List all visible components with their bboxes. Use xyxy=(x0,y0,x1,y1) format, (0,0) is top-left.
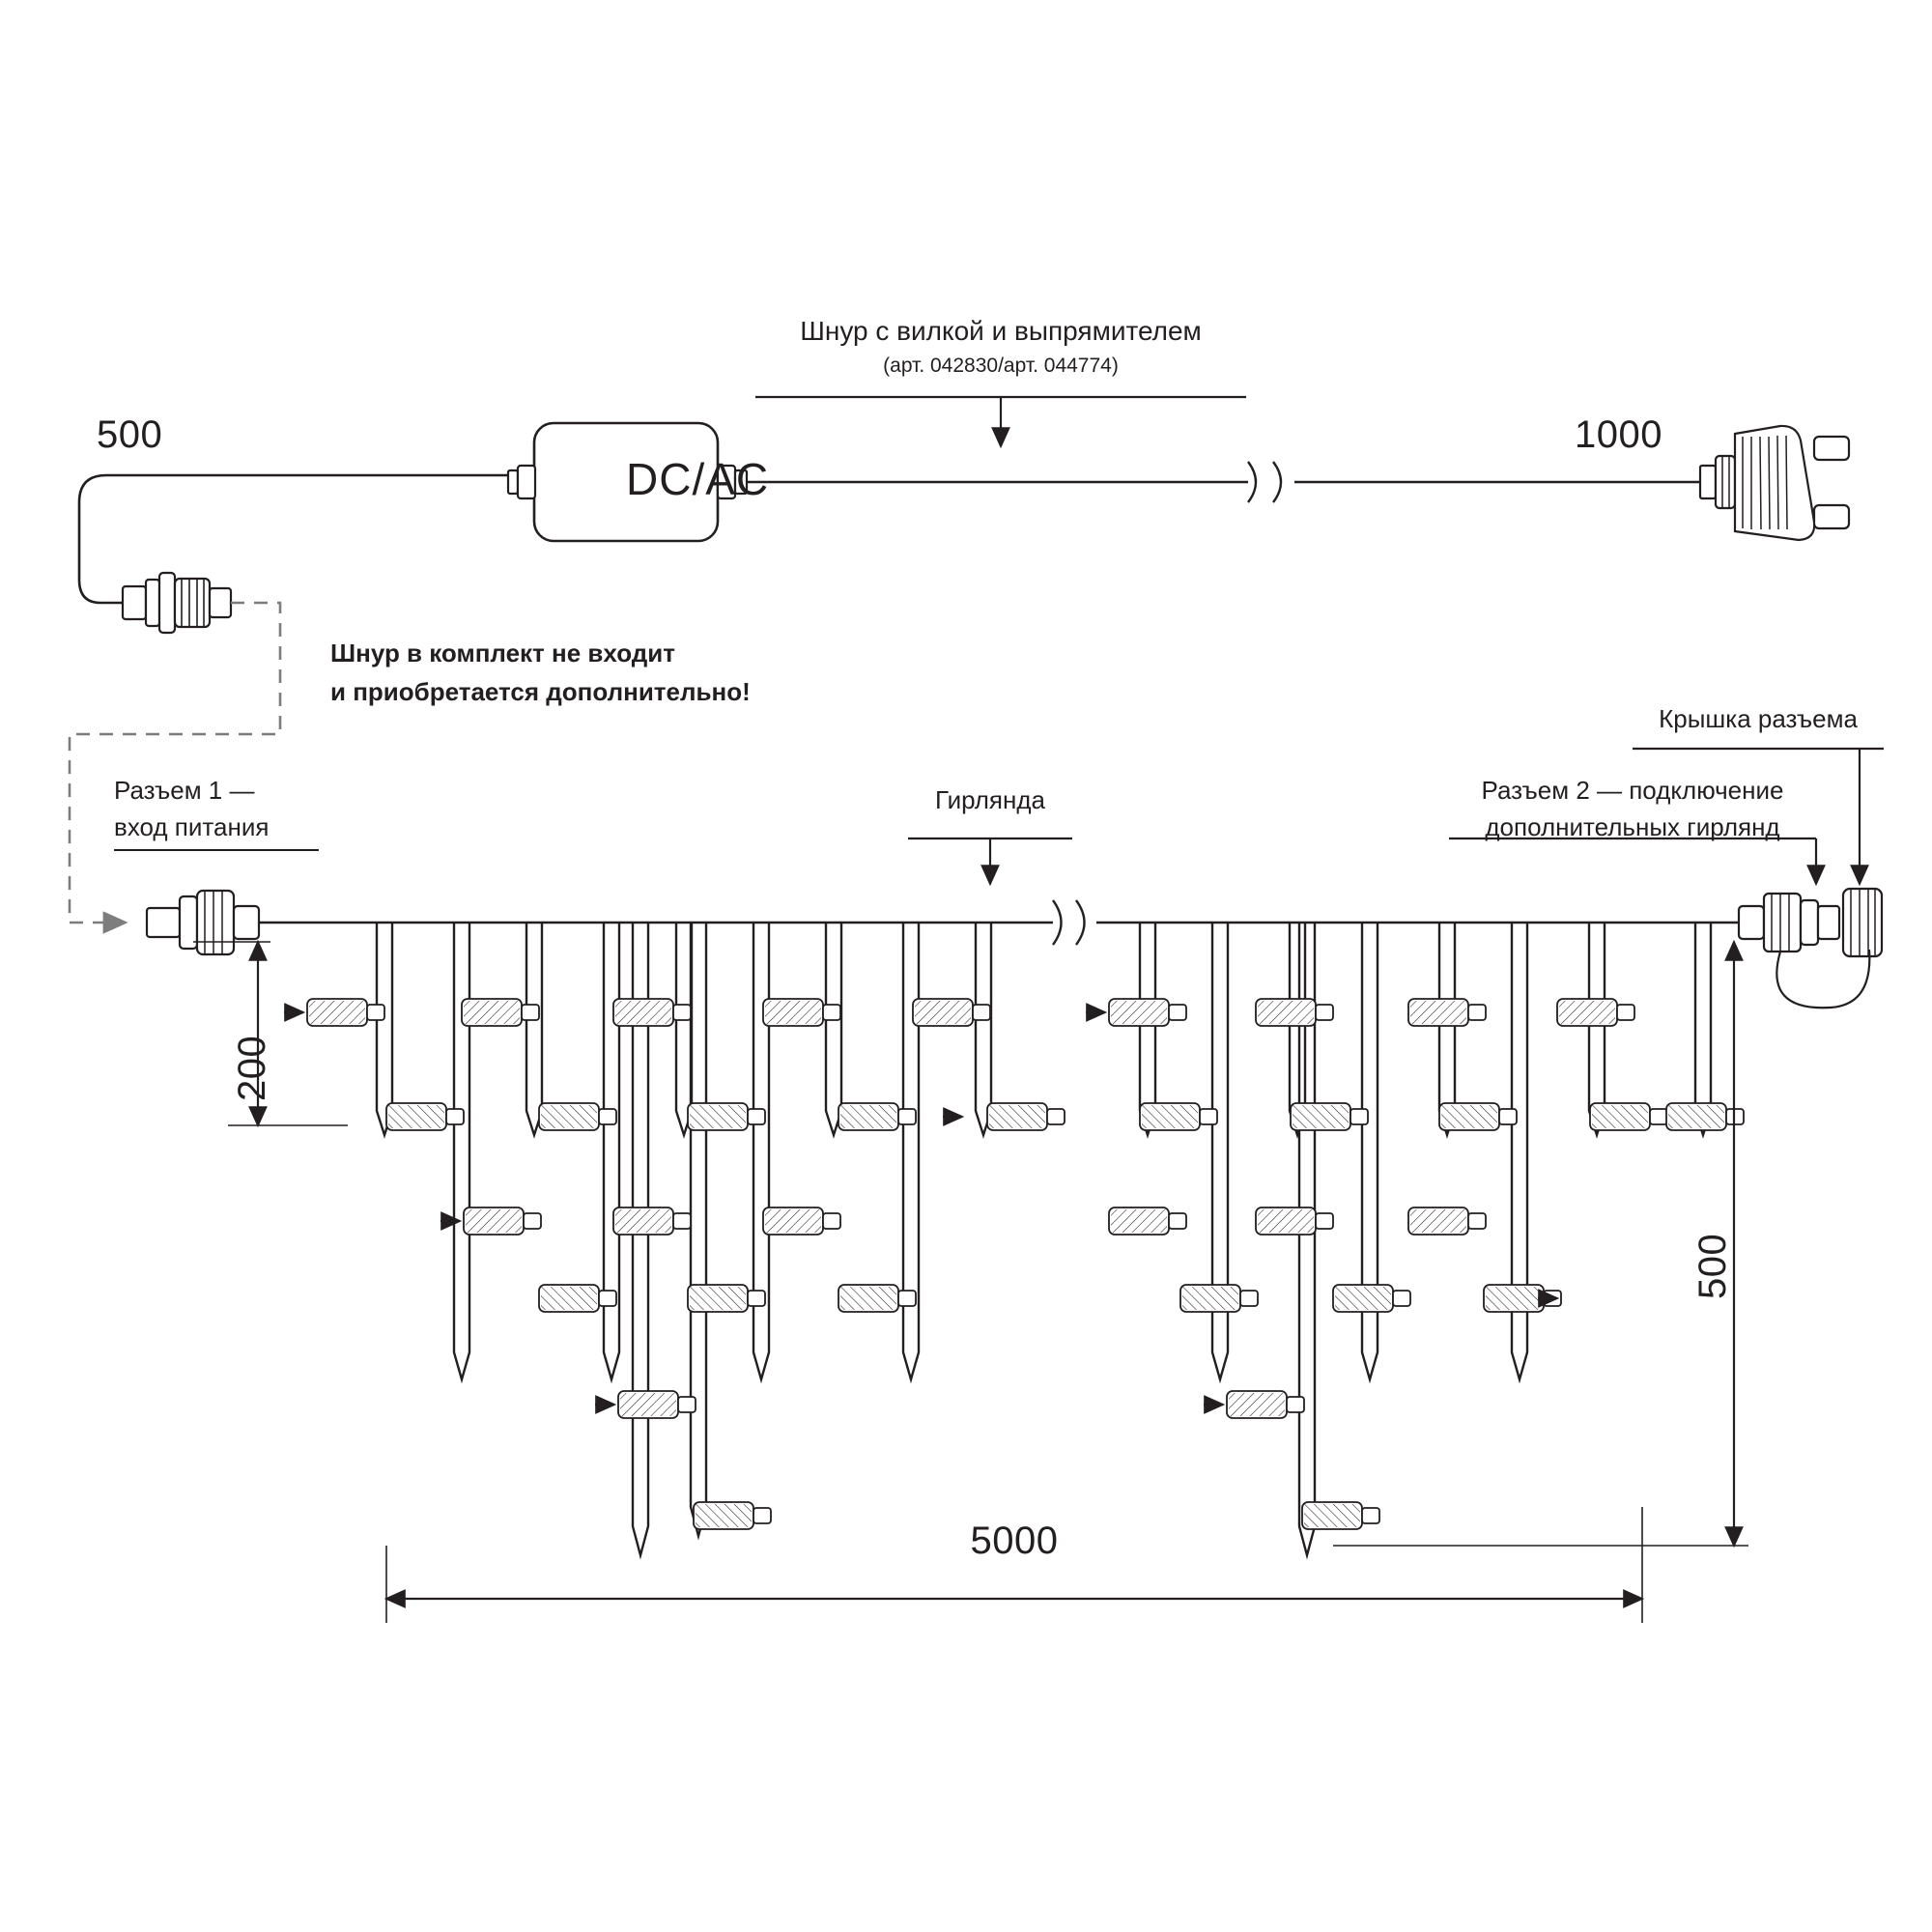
dimension-lead-left: 500 xyxy=(97,413,163,456)
garland-group xyxy=(147,889,1882,1555)
power-cord-articles-label: (арт. 042830/арт. 044774) xyxy=(883,355,1119,377)
led-bulbs-group xyxy=(284,999,1744,1529)
garland-label: Гирлянда xyxy=(935,785,1045,814)
connector2-line1: Разъем 2 — подключение xyxy=(1481,776,1784,805)
dashed-optional-cord-path xyxy=(70,603,280,923)
cord-not-included-line2: и приобретается дополнительно! xyxy=(330,677,751,706)
dimension-drop-short: 200 xyxy=(231,1035,273,1101)
connector1-line2: вход питания xyxy=(114,812,270,841)
dimension-plug-cord: 1000 xyxy=(1575,413,1662,456)
cord-not-included-line1: Шнур в комплект не входит xyxy=(330,639,675,668)
dimension-lines-group xyxy=(193,749,1884,1623)
dc-ac-module-label: DC/AC xyxy=(626,454,770,504)
dimension-drop-long: 500 xyxy=(1691,1233,1734,1299)
connector-cap-label: Крышка разъема xyxy=(1659,704,1858,733)
leader-power-cord xyxy=(755,397,1246,446)
dimension-total-length: 5000 xyxy=(970,1520,1059,1562)
connector1-line1: Разъем 1 — xyxy=(114,776,255,805)
power-cord-title-label: Шнур с вилкой и выпрямителем xyxy=(800,316,1202,346)
connector2-line2: дополнительных гирлянд xyxy=(1485,812,1780,841)
